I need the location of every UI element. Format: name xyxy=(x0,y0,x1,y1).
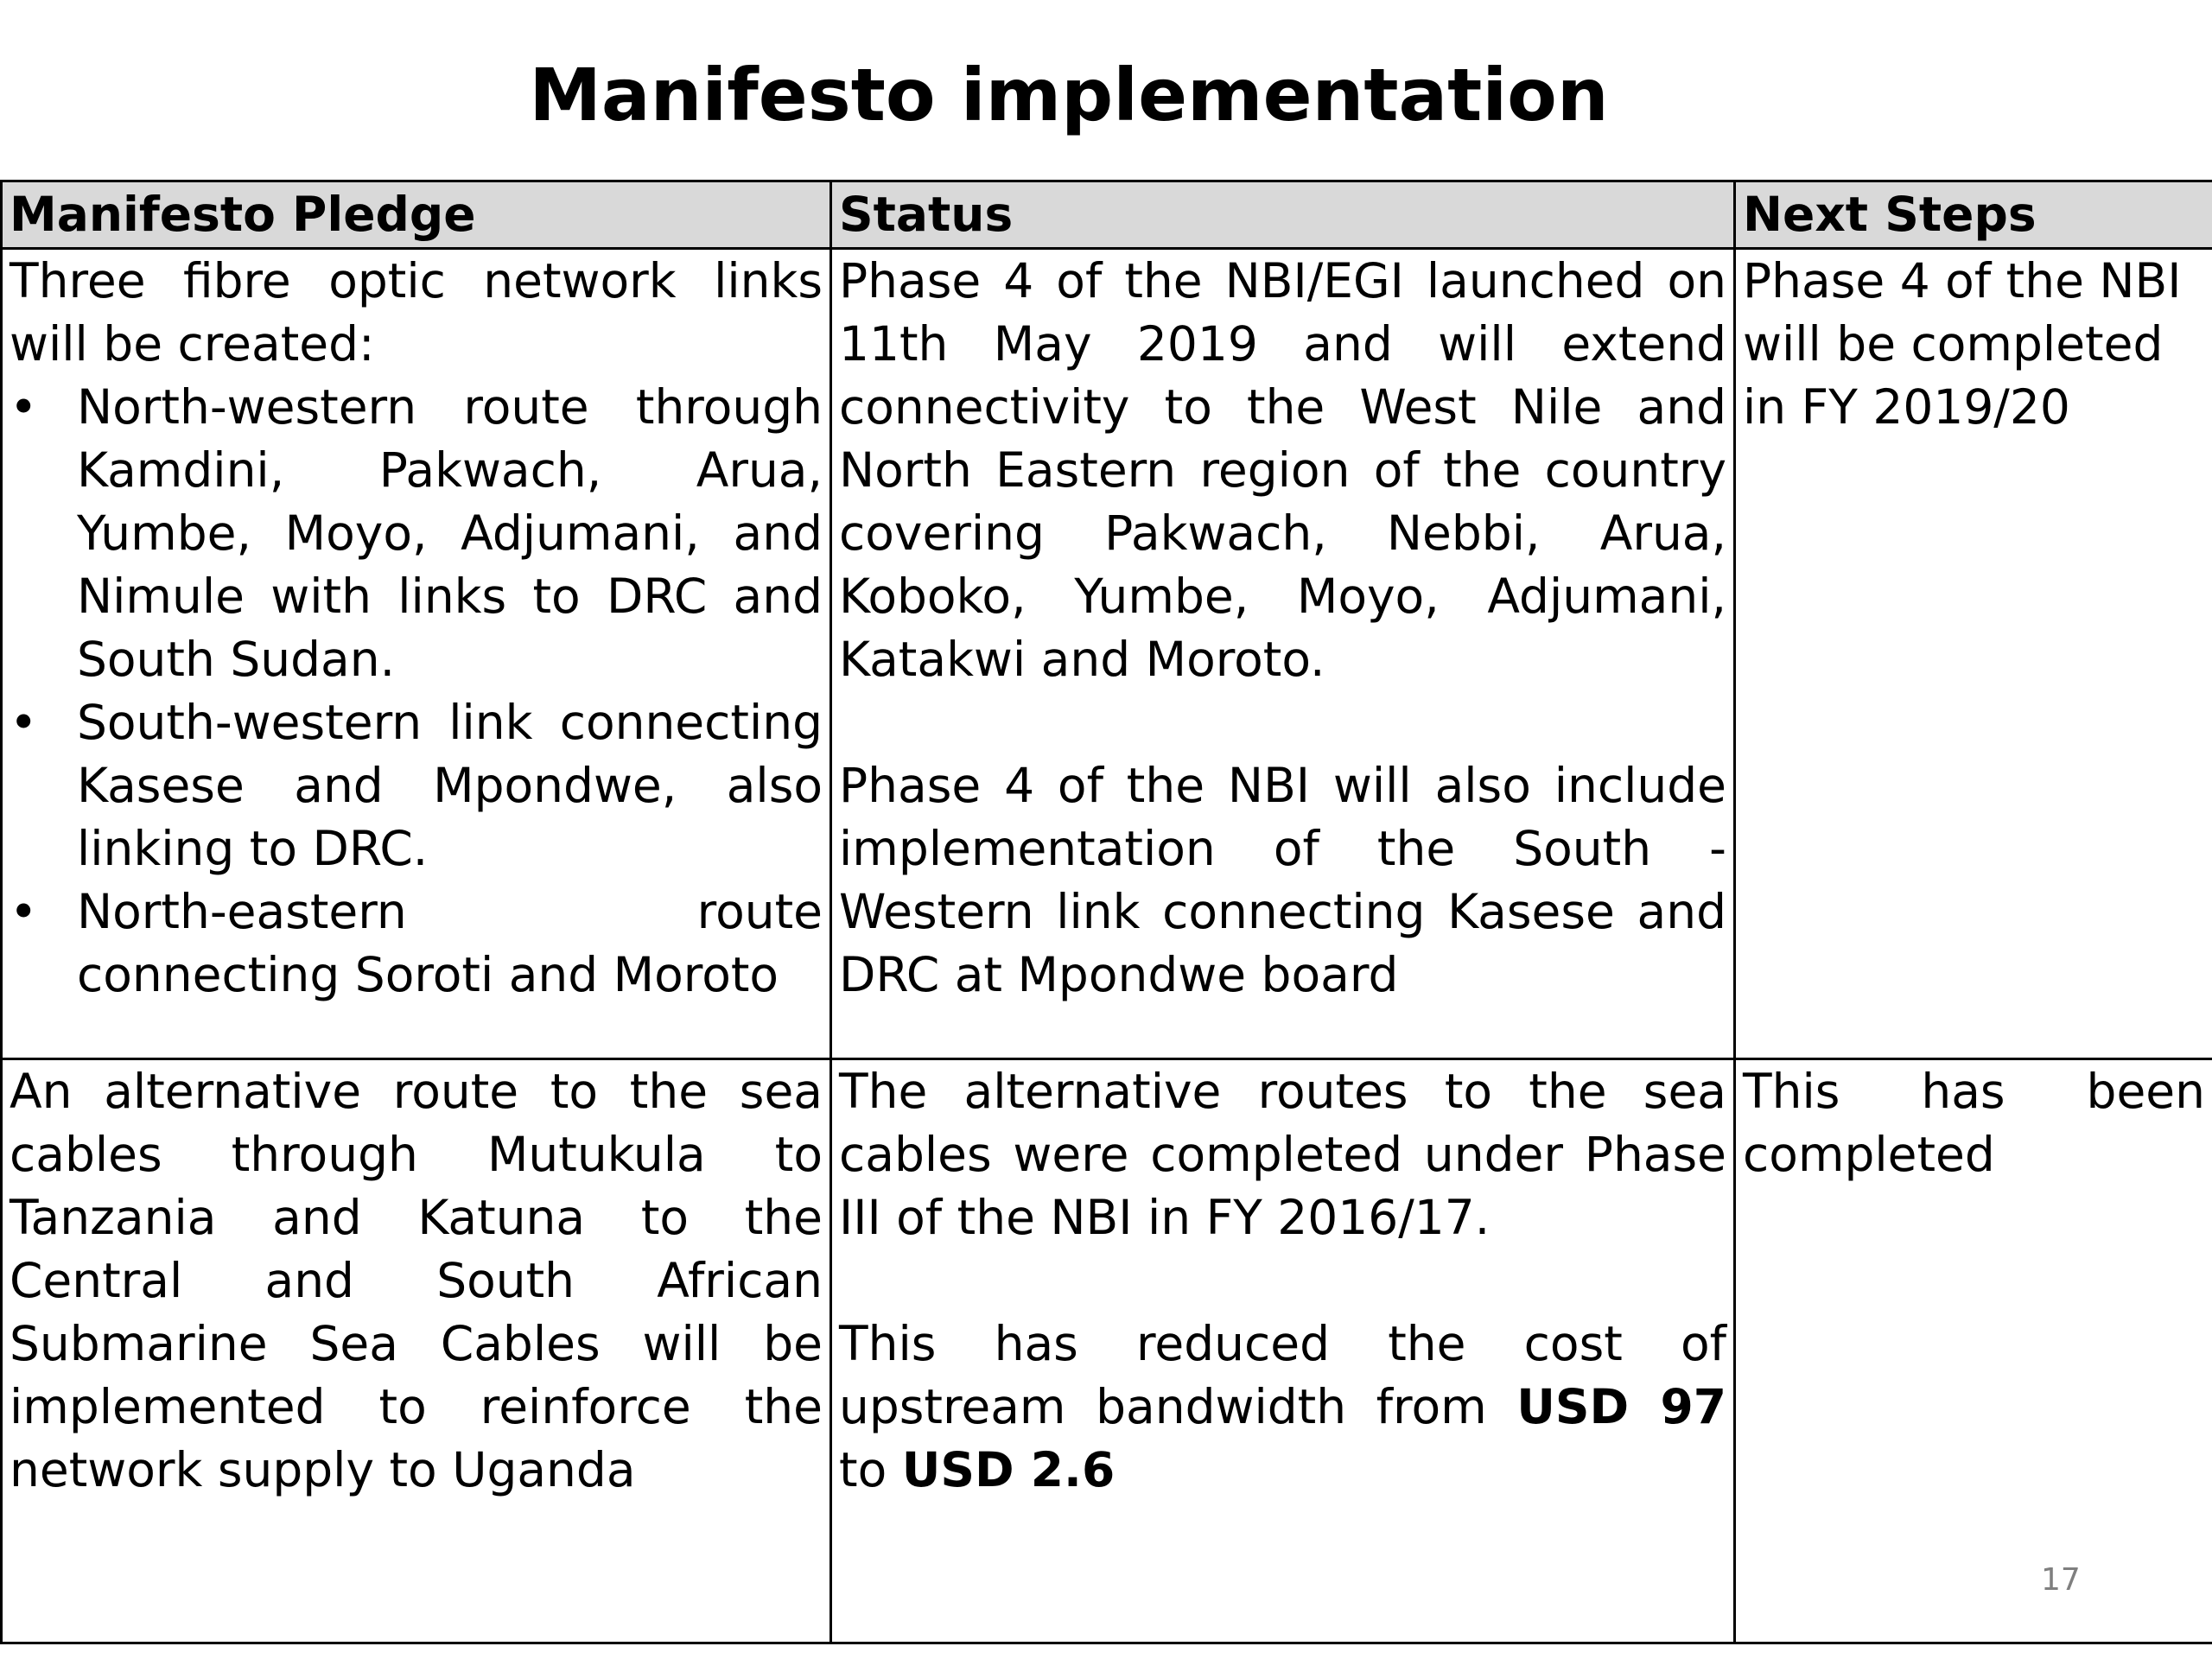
header-pledge: Manifesto Pledge xyxy=(2,181,831,249)
status-paragraph: Phase 4 of the NBI will also include implementation of the South -Western link connecting Kasese and DRC at Mpondwe board xyxy=(839,758,1726,1002)
slide-title: Manifesto implementation xyxy=(529,53,1609,137)
bullet-icon: • xyxy=(10,695,38,750)
next-steps-text: This has been completed xyxy=(1743,1064,2205,1182)
next-steps-cell xyxy=(1735,249,2212,1059)
status-cell xyxy=(831,249,1735,1059)
table-header-row xyxy=(2,181,2212,249)
header-next-steps: Next Steps xyxy=(1735,181,2212,249)
cost-before: USD 97 xyxy=(1516,1379,1726,1434)
list-item: • South-western link connecting Kasese and Mpondwe, also linking to DRC. xyxy=(10,691,823,880)
table-row xyxy=(2,249,2212,1059)
status-paragraph: The alternative routes to the sea cables were completed under Phase III of the NBI in FY 2016/17. xyxy=(839,1064,1726,1245)
status-paragraph: Phase 4 of the NBI/EGI launched on 11th May 2019 and will extend connectivity to the West Nile and North Eastern region of the country covering Pakwach, Nebbi, Arua, Koboko, Yumbe, Moyo, Adjumani, Katakwi and Moroto. xyxy=(839,253,1726,687)
list-item: • North-western route through Kamdini, Pakwach, Arua, Yumbe, Moyo, Adjumani, and Nimule with links to DRC and South Sudan. xyxy=(10,376,823,691)
next-steps-cell xyxy=(1735,1059,2212,1643)
pledge-bullet-list xyxy=(10,376,823,1007)
pledge-cell xyxy=(2,1059,831,1643)
page-number: 17 xyxy=(2041,1562,2081,1598)
pledge-text: An alternative route to the sea cables through Mutukula to Tanzania and Katuna to the Central and South African Submarine Sea Cables will be implemented to reinforce the network supply to Uganda xyxy=(10,1064,823,1497)
manifesto-table xyxy=(0,180,2212,1644)
status-cell xyxy=(831,1059,1735,1643)
header-status: Status xyxy=(831,181,1735,249)
pledge-cell xyxy=(2,249,831,1059)
cost-after: USD 2.6 xyxy=(901,1442,1116,1497)
status-paragraph: This has reduced the cost of upstream bandwidth from USD 97 to USD 2.6 xyxy=(839,1316,1726,1497)
next-steps-text: Phase 4 of the NBI will be completed in FY 2019/20 xyxy=(1743,253,2182,435)
bullet-icon: • xyxy=(10,884,38,939)
pledge-intro: Three fibre optic network links will be created: xyxy=(10,253,823,372)
table-row xyxy=(2,1059,2212,1643)
list-item: • North-eastern route connecting Soroti and Moroto xyxy=(10,880,823,1007)
bullet-icon: • xyxy=(10,379,38,435)
